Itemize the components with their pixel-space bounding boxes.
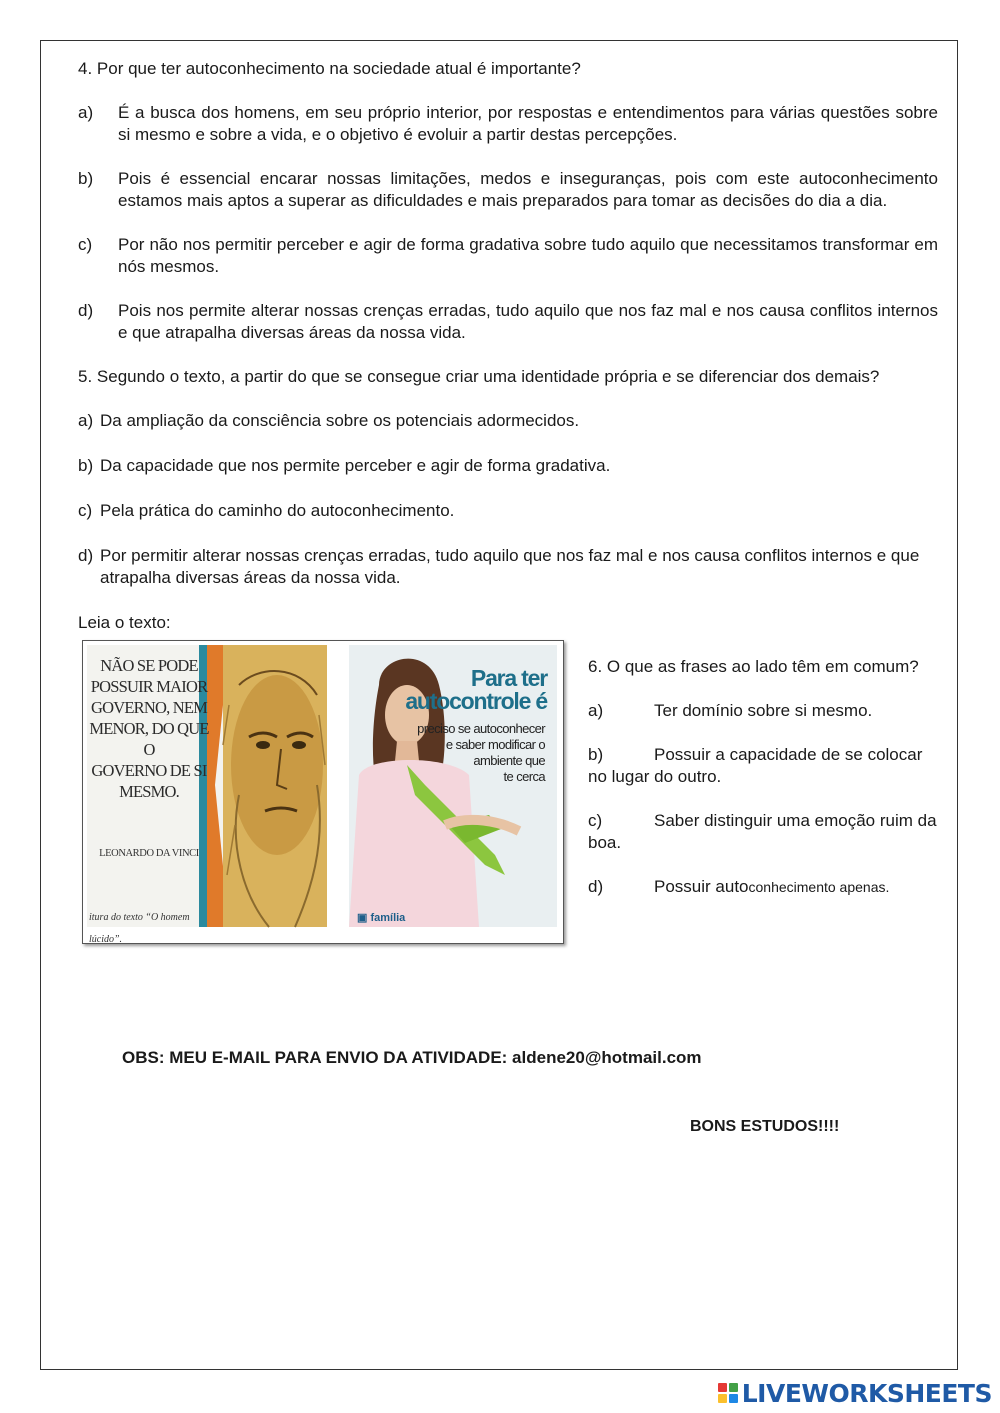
email-note: OBS: MEU E-MAIL PARA ENVIO DA ATIVIDADE: aldene20@hotmail.com <box>122 1048 702 1067</box>
quote-author: LEONARDO DA VINCI <box>99 848 199 859</box>
q6-option-a: a) Ter domínio sobre si mesmo. <box>588 701 873 720</box>
familia-brand: ▣ família <box>357 912 406 924</box>
q5-option-d: d) Por permitir alterar nossas crenças erradas, tudo aquilo que nos faz mal e nos causa conflitos internos e que atrapalha diversas áreas da nossa vida. <box>78 546 920 587</box>
q5-question: 5. Segundo o texto, a partir do que se consegue criar uma identidade própria e se diferenciar dos demais? <box>78 367 880 386</box>
liveworksheets-grid-icon <box>718 1383 738 1403</box>
q5-option-a: a) Da ampliação da consciência sobre os potenciais adormecidos. <box>78 411 580 430</box>
q4-question: 4. Por que ter autoconhecimento na sociedade atual é importante? <box>78 59 581 78</box>
leonardo-panel <box>87 645 327 945</box>
closing-message: BONS ESTUDOS!!!! <box>690 1118 840 1135</box>
leonardo-portrait-icon <box>199 645 327 927</box>
ad-subtitle: preciso se autoconhecer e saber modificar o ambiente que te cerca <box>417 721 545 784</box>
liveworksheets-logo: LIVEWORKSHEETS <box>741 1378 992 1408</box>
q6-option-d: d) Possuir autoconhecimento apenas. <box>588 877 890 896</box>
quote-image <box>82 640 564 944</box>
liveworksheets-footer[interactable] <box>718 1378 992 1408</box>
q4-option-c: c) Por não nos permitir perceber e agir de forma gradativa sobre tudo aquilo que necessitamos transformar em nós mesmos. <box>78 235 938 276</box>
q6-block <box>588 656 938 920</box>
autocontrole-ad-panel <box>349 645 557 927</box>
q4-option-a: a) É a busca dos homens, em seu próprio interior, por respostas e entendimentos para várias questões sobre si mesmo e sobre a vida, e o objetivo é evoluir a partir destas percepções. <box>78 103 938 144</box>
q4-option-b: b) Pois é essencial encarar nossas limitações, medos e inseguranças, pois com este autoconhecimento estamos mais aptos a superar as dificuldades e mais preparados para tomar as decisões do dia a dia. <box>78 169 938 210</box>
image-caption: itura do texto “O homem lúcido”. <box>89 912 190 945</box>
leonardo-quote: NÃO SE PODE POSSUIR MAIOR GOVERNO, NEM MENOR, DO QUE O GOVERNO DE SI MESMO. <box>89 656 209 801</box>
q5-option-b: b) Da capacidade que nos permite perceber e agir de forma gradativa. <box>78 456 611 475</box>
q6-option-c: c) Saber distinguir uma emoção ruim da boa. <box>588 811 937 852</box>
read-text-label: Leia o texto: <box>78 613 171 632</box>
q6-question: 6. O que as frases ao lado têm em comum? <box>588 657 919 676</box>
figure-row <box>78 640 938 970</box>
q6-option-b: b) Possuir a capacidade de se colocar no lugar do outro. <box>588 745 923 786</box>
ad-title: Para ter autocontrole é <box>405 665 547 714</box>
worksheet-content <box>78 58 938 970</box>
q5-option-c: c) Pela prática do caminho do autoconhecimento. <box>78 501 455 520</box>
q4-option-d: d) Pois nos permite alterar nossas crenças erradas, tudo aquilo que nos faz mal e nos causa conflitos internos e que atrapalha diversas áreas da nossa vida. <box>78 301 938 342</box>
